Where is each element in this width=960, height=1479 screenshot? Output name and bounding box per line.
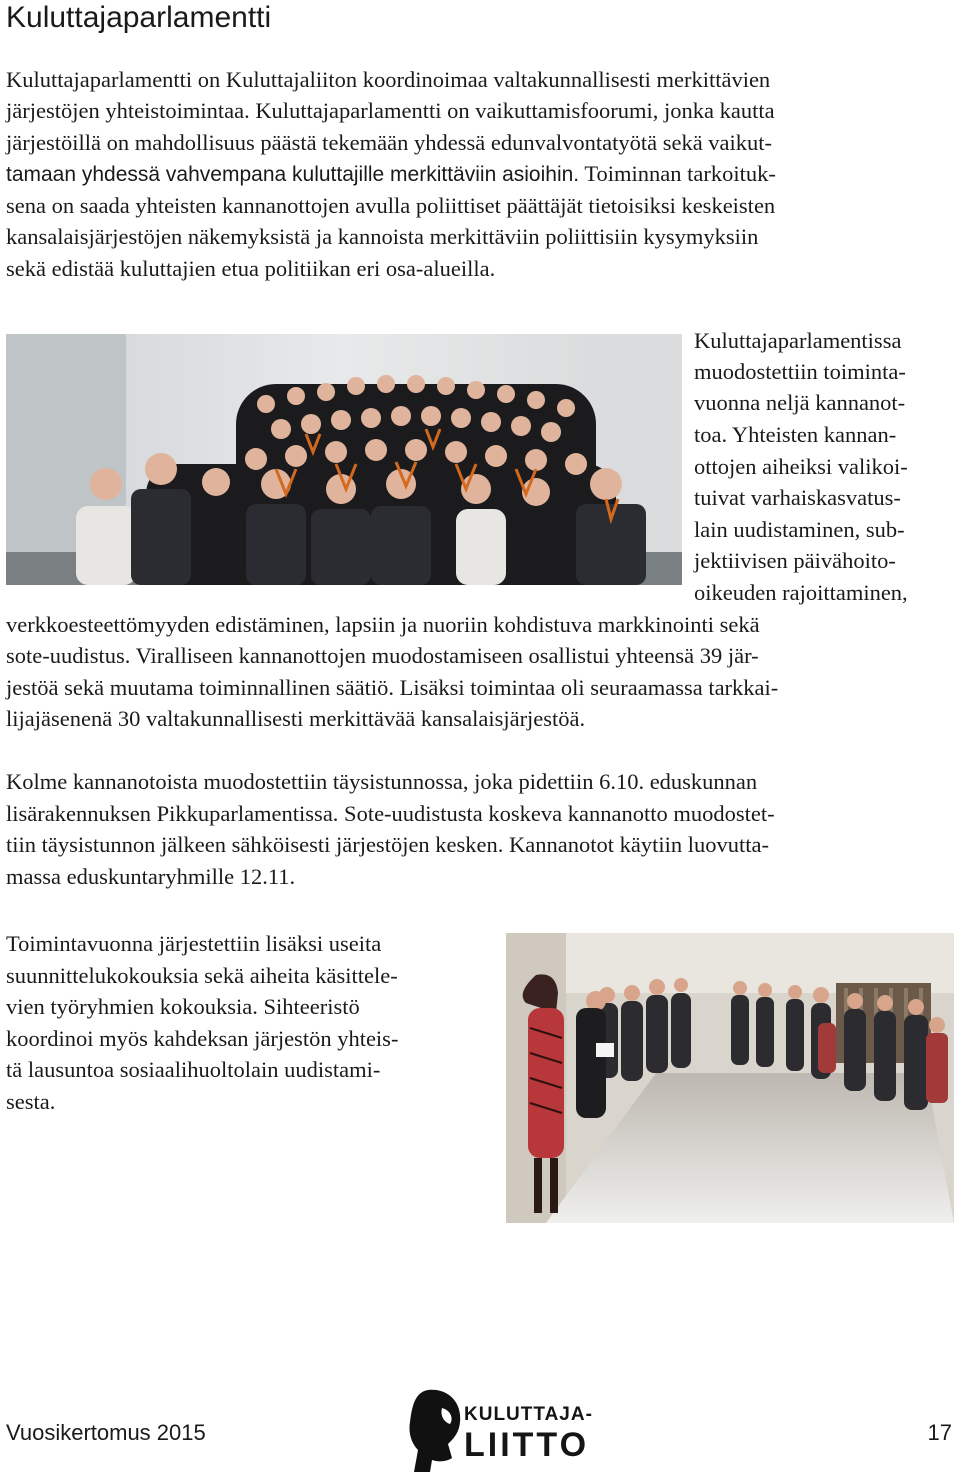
text-line	[6, 158, 954, 190]
text-line: toa. Yhteisten kannan-	[694, 422, 897, 447]
text-line: tä lausuntoa sosiaalihuoltolain uudistami-	[6, 1057, 381, 1082]
group-photo	[6, 334, 682, 585]
meeting-photo	[506, 933, 954, 1223]
text-line: sote-uudistus. Viralliseen kannanottojen muodostamiseen osallistui yhteensä 39 jär-	[6, 643, 759, 668]
text-segment: Toiminnan tarkoituk-	[584, 161, 776, 186]
text-line: oikeuden rajoittaminen,	[694, 580, 908, 605]
text-line: tiin täysistunnon jälkeen sähköisesti järjestöjen kesken. Kannanotot käytiin luovutta-	[6, 832, 769, 857]
text-line: vuonna neljä kannanot-	[694, 390, 906, 415]
text-line: Kuluttajaparlamentti on Kuluttajaliiton koordinoimaa valtakunnallisesti merkittävien	[6, 67, 771, 92]
text-line: sena on saada yhteisten kannanottojen avulla poliittiset päättäjät tietoisiksi keskeisten	[6, 193, 776, 218]
page-number: 17	[927, 1420, 952, 1445]
text-line: verkkoesteettömyyden edistäminen, lapsiin ja nuoriin kohdistuva markkinointi sekä	[6, 612, 760, 637]
text-line: järjestöjen yhteistoimintaa. Kuluttajaparlamentti on vaikuttamisfoorumi, jonka kautta	[6, 98, 775, 123]
kuluttajaliitto-logo	[408, 1388, 593, 1474]
text-line: Kuluttajaparlamentissa	[694, 328, 902, 353]
text-line: lijajäsenenä 30 valtakunnallisesti merkittävää kansalaisjärjestöä.	[6, 706, 586, 731]
text-line: jestöä sekä muutama toiminnallinen säätiö. Lisäksi toimintaa oli seuraamassa tarkkai-	[6, 675, 779, 700]
text-line: järjestöillä on mahdollisuus päästä tekemään yhdessä edunvalvontatyötä sekä vaikut-	[6, 130, 773, 155]
text-line: jektiivisen päivähoito-	[694, 548, 896, 573]
logo-head-icon	[408, 1388, 462, 1474]
text-line: sesta.	[6, 1089, 56, 1114]
text-line: ottojen aiheiksi valikoi-	[694, 454, 908, 479]
text-line: lain uudistaminen, sub-	[694, 517, 905, 542]
text-line: koordinoi myös kahdeksan järjestön yhteis-	[6, 1026, 399, 1051]
text-line: kansalaisjärjestöjen näkemyksistä ja kannoista merkittäviin poliittisiin kysymyksiin	[6, 224, 759, 249]
page-title: Kuluttajaparlamentti	[6, 1, 272, 34]
text-line: Toimintavuonna järjestettiin lisäksi useita	[6, 931, 382, 956]
text-line: Kolme kannanotoista muodostettiin täysistunnossa, joka pidettiin 6.10. eduskunnan	[6, 769, 758, 794]
text-line: muodostettiin toiminta-	[694, 359, 906, 384]
text-line: lisärakennuksen Pikkuparlamentissa. Sote-uudistusta koskeva kannanotto muodostet-	[6, 801, 775, 826]
logo-text-line2: LIITTO	[464, 1426, 590, 1464]
text-segment: tamaan yhdessä vahvempana kuluttajille merkittäviin asioihin.	[6, 163, 580, 186]
text-line: tuivat varhaiskasvatus-	[694, 485, 901, 510]
logo-text-line1: KULUTTAJA-	[464, 1404, 593, 1425]
group-photo-graphic	[6, 334, 682, 585]
text-line: sekä edistää kuluttajien etua politiikan eri osa-alueilla.	[6, 256, 496, 281]
text-line: vien työryhmien kokouksia. Sihteeristö	[6, 994, 360, 1019]
text-line: massa eduskuntaryhmille 12.11.	[6, 864, 296, 889]
text-line: suunnittelukokouksia sekä aiheita käsittele-	[6, 963, 398, 988]
footer-report-title: Vuosikertomus 2015	[6, 1420, 206, 1445]
meeting-photo-graphic	[506, 933, 954, 1223]
